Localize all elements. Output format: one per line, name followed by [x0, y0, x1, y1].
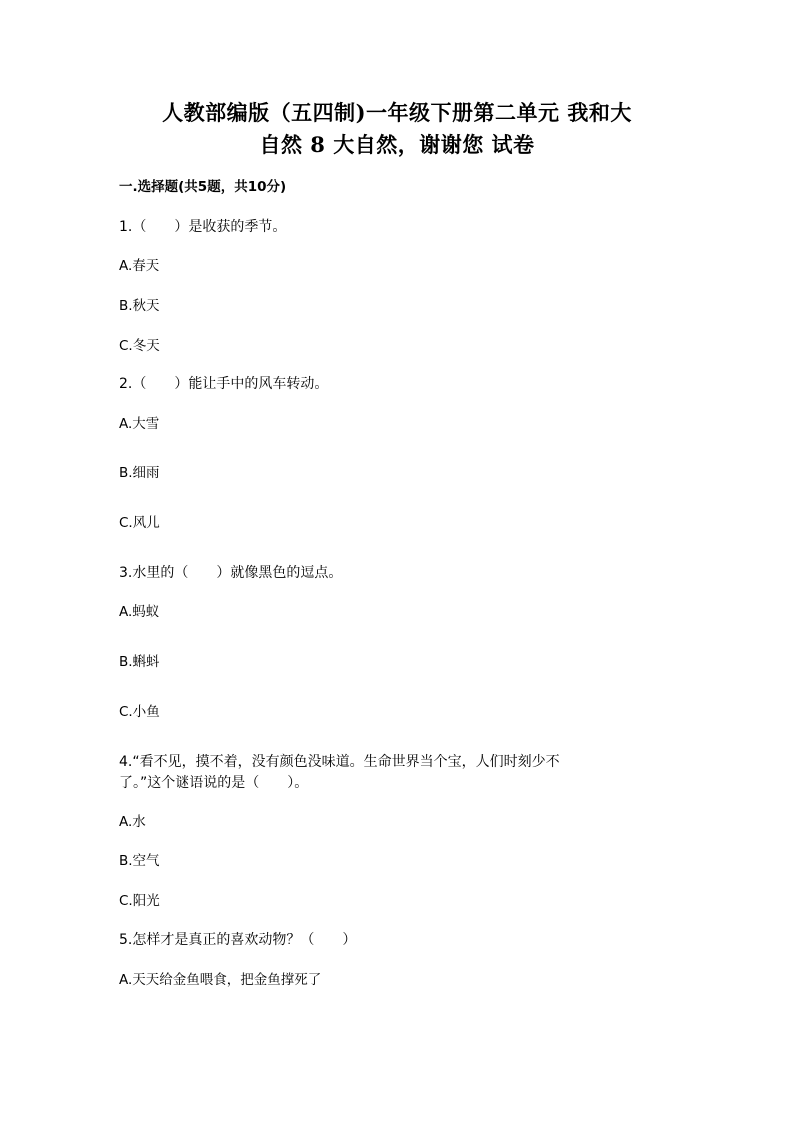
question-2-option-b: B.细雨 — [119, 465, 160, 481]
question-1-option-c: C.冬天 — [119, 338, 160, 354]
question-3-option-c: C.小鱼 — [119, 704, 160, 720]
question-3-option-a: A.蚂蚁 — [119, 604, 160, 620]
question-5-option-a: A.天天给金鱼喂食，把金鱼撑死了 — [119, 972, 322, 988]
question-4-line-1: 4.“看不见，摸不着，没有颜色没味道。生命世界当个宝，人们时刻少不 — [119, 754, 560, 770]
question-3: 3.水里的（ ）就像黑色的逗点。 — [119, 565, 343, 581]
question-1-option-a: A.春天 — [119, 258, 160, 274]
section-heading: 一.选择题(共5题，共10分) — [119, 179, 287, 195]
question-4-line-2: 了。”这个谜语说的是（ ）。 — [119, 775, 309, 791]
question-2-option-a: A.大雪 — [119, 416, 160, 432]
question-5: 5.怎样才是真正的喜欢动物？（ ） — [119, 932, 357, 948]
question-4-option-a: A.水 — [119, 814, 146, 830]
question-1: 1.（ ）是收获的季节。 — [119, 219, 287, 235]
question-1-option-b: B.秋天 — [119, 298, 160, 314]
question-3-option-b: B.蝌蚪 — [119, 654, 160, 670]
question-2: 2.（ ）能让手中的风车转动。 — [119, 376, 329, 392]
question-4-option-c: C.阳光 — [119, 893, 160, 909]
question-4-option-b: B.空气 — [119, 853, 160, 869]
document-title-line-2: 自然 8 大自然，谢谢您 试卷 — [259, 132, 535, 157]
document-title-line-1: 人教部编版（五四制)一年级下册第二单元 我和大 — [162, 100, 632, 125]
question-2-option-c: C.风儿 — [119, 515, 160, 531]
